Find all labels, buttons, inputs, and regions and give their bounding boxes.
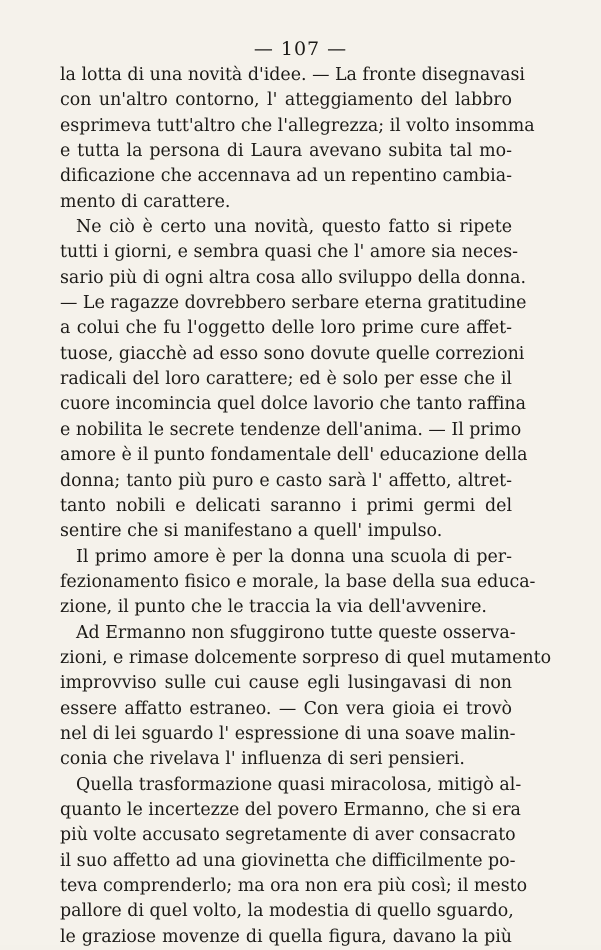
text-line: Il primo amore è per la donna una scuola di per-: [76, 546, 512, 567]
text-line: teva comprenderlo; ma ora non era più così; il mesto: [60, 876, 528, 896]
text-line: essere affatto estraneo. — Con vera gioia ei trovò: [60, 698, 512, 719]
text-line: nel di lei sguardo l' espressione di una soave malin-: [60, 723, 516, 744]
text-line: a colui che fu l'oggetto delle loro prime cure affet-: [60, 318, 512, 339]
text-line: esprimeva tutt'altro che l'allegrezza; il volto insomma: [60, 115, 535, 136]
text-line: improvviso sulle cui cause egli lusingavasi di non: [60, 673, 512, 694]
text-line: Ad Ermanno non sfuggirono tutte queste osserva-: [76, 622, 516, 643]
text-line: fezionamento fisico e morale, la base della sua educa-: [60, 571, 536, 592]
text-line: zioni, e rimase dolcemente sorpreso di quel mutamento: [60, 647, 552, 668]
text-line: zione, il punto che le traccia la via dell'avvenire.: [60, 597, 487, 618]
text-line: Ne ciò è certo una novità, questo fatto si ripete: [76, 217, 512, 238]
text-line: e tutta la persona di Laura avevano subita tal mo-: [60, 141, 512, 162]
text-line: tuose, giacchè ad esso sono dovute quelle correzioni: [60, 343, 525, 364]
text-line: tutti i giorni, e sembra quasi che l' amore sia neces-: [60, 242, 519, 263]
text-line: radicali del loro carattere; ed è solo per esse che il: [60, 369, 512, 390]
text-line: con un'altro contorno, l' atteggiamento del labbro: [60, 90, 512, 111]
text-line: il suo affetto ad una giovinetta che difficilmente po-: [60, 850, 516, 871]
text-line: donna; tanto più puro e casto sarà l' affetto, altret-: [60, 470, 512, 491]
text-line: amore è il punto fondamentale dell' educazione della: [60, 445, 528, 466]
body-text: [60, 63, 552, 950]
text-line: mento di carattere.: [60, 191, 231, 212]
text-line: dificazione che accennava ad un repentino cambia-: [60, 166, 512, 187]
text-line: tanto nobili e delicati saranno i primi germi del: [60, 495, 512, 516]
text-line: la lotta di una novità d'idee. — La fronte disegnavasi: [60, 65, 525, 85]
text-line: e nobilita le secrete tendenze dell'anima. — Il primo: [60, 419, 522, 440]
text-line: più volte accusato segretamente di aver consacrato: [60, 825, 516, 846]
text-line: sentire che si manifestano a quell' impulso.: [60, 521, 443, 542]
text-line: Quella trasformazione quasi miracolosa, mitigò al-: [76, 774, 522, 795]
text-line: — Le ragazze dovrebbero serbare eterna gratitudine: [60, 293, 527, 314]
text-line: pallore di quel volto, la modestia di quello sguardo,: [60, 901, 514, 922]
text-line: quanto le incertezze del povero Ermanno, che si era: [60, 799, 521, 820]
page-number: — 107 —: [253, 38, 348, 60]
text-line: conia che rivelava l' influenza di seri pensieri.: [60, 749, 465, 770]
text-line: sario più di ogni altra cosa allo sviluppo della donna.: [60, 267, 527, 288]
text-line: cuore incomincia quel dolce lavorio che tanto raffina: [60, 394, 526, 415]
text-line: le graziose movenze di quella figura, davano la più: [60, 926, 512, 947]
